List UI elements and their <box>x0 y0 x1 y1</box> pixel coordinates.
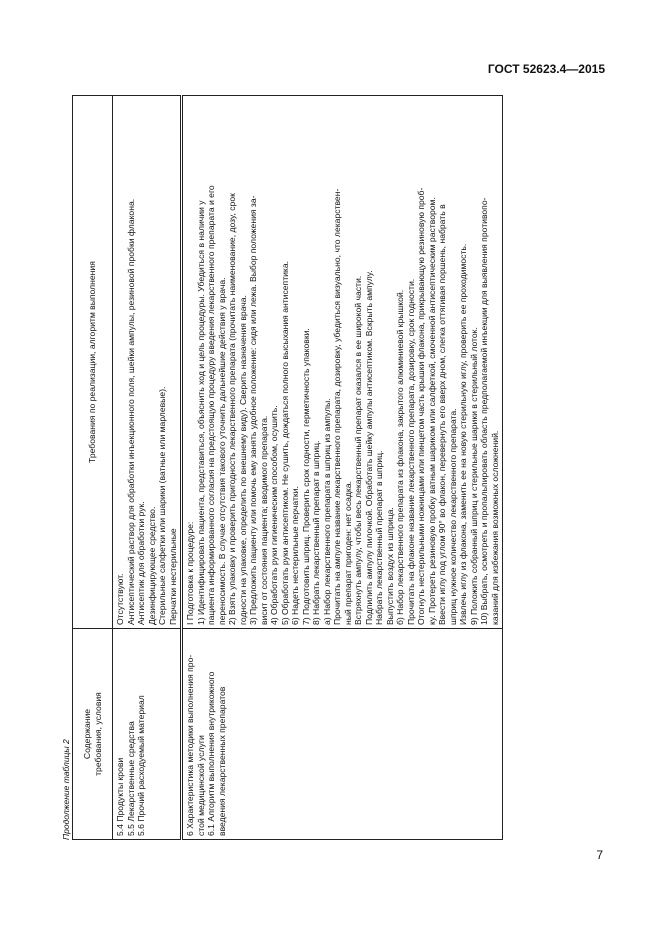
item-drugs: 5.5 Лекарственные средства <box>125 721 136 836</box>
rotated-table-area <box>60 95 582 840</box>
requirements-table <box>72 95 503 840</box>
page-number: 7 <box>596 848 603 862</box>
table-row-materials <box>113 96 182 840</box>
table-header-row <box>73 96 113 840</box>
column-header-content: Содержание требования, условия <box>73 629 113 840</box>
table-row-algorithm <box>182 96 503 840</box>
item-blood-products: 5.4 Продукты крови <box>115 757 125 836</box>
standard-header: ГОСТ 52623.4—2015 <box>487 62 605 76</box>
algorithm-title-cell: 6 Характеристика методики выполнения про- стой медицинской услуги 6.1 Алгоритм выполнения внутрикожного введения лекарственных препаратов <box>182 629 503 840</box>
materials-cell <box>113 629 182 840</box>
item-other-materials: 5.6 Прочий расходуемый материал <box>136 695 146 836</box>
materials-requirements-cell: Отсутствуют. Антисептический раствор для обработки инъекционного поля, шейки ампулы, резиновой пробки флакона. Антисептик для обработки рук. Дезинфицирующее средство. Стерильные салфетки или шарики (ватные или марлевые). Перчатки нестерильные <box>113 96 182 629</box>
table-continuation-label: Продолжение таблицы 2 <box>61 739 71 840</box>
algorithm-steps-cell: I Подготовка к процедуре: 1) Идентифицировать пациента, представиться, объяснить ход и цель процедуры. Убедиться в наличии у пациента информированного согласия на предстоящую процедуру введения лекарственного препарата и его переносимость. В случае отсутствия такового уточнить дальнейшие действия у врача. 2) Взять упаковку и проверить пригодность лекарственного препарата (прочитать наименование, дозу, срок годности на упаковке, определить по внешнему виду). Сверить назначения врача. 3) Предложить пациенту или помочь ему занять удобное положение: сидя или лежа. Выбор положения за- висит от состояния пациента; вводимого препарата. 4) Обработать руки гигиеническим способом, осушить. 5) Обработать руки антисептиком. Не сушить, дождаться полного высыхания антисептика. 6) Надеть нестерильные перчатки. 7) Подготовить шприц. Проверить срок годности, герметичность упаковки. 8) Набрать лекарственный препарат в шприц. а) Набор лекарственного препарата в шприц из ампулы. Прочитать на ампуле название лекарственного препарата, дозировку, убедиться визуально, что лекарствен- ный препарат пригоден: нет осадка. Встряхнуть ампулу, чтобы весь лекарственный препарат оказался в ее широкой части. Подпилить ампулу пилочкой. Обработать шейку ампулы антисептиком. Вскрыть ампулу. Набрать лекарственный препарат в шприц. Выпустить воздух из шприца. б) Набор лекарственного препарата из флакона, закрытого алюминиевой крышкой. Прочитать на флаконе название лекарственного препарата, дозировку, срок годности. Отогнуть нестерильными ножницами или пинцетом часть крышки флакона, прикрывающую резиновую проб- ку. Протереть резиновую пробку ватным шариком или салфеткой, смоченной антисептическим раствором. Ввести иглу под углом 90° во флакон, перевернуть его вверх дном, слегка оттягивая поршень, набрать в шприц нужное количество лекарственного препарата. Извлечь иглу из флакона, заменить ее на новую стерильную иглу, проверить ее проходимость. 9) Положить собранный шприц и стерильные шарики в стерильный лоток. 10) Выбрать, осмотреть и пропальпировать область предполагаемой инъекции для выявления противопо- казаний для избежания возможных осложнений. <box>182 96 503 629</box>
column-header-requirements: Требования по реализации, алгоритм выполнения <box>73 96 113 629</box>
